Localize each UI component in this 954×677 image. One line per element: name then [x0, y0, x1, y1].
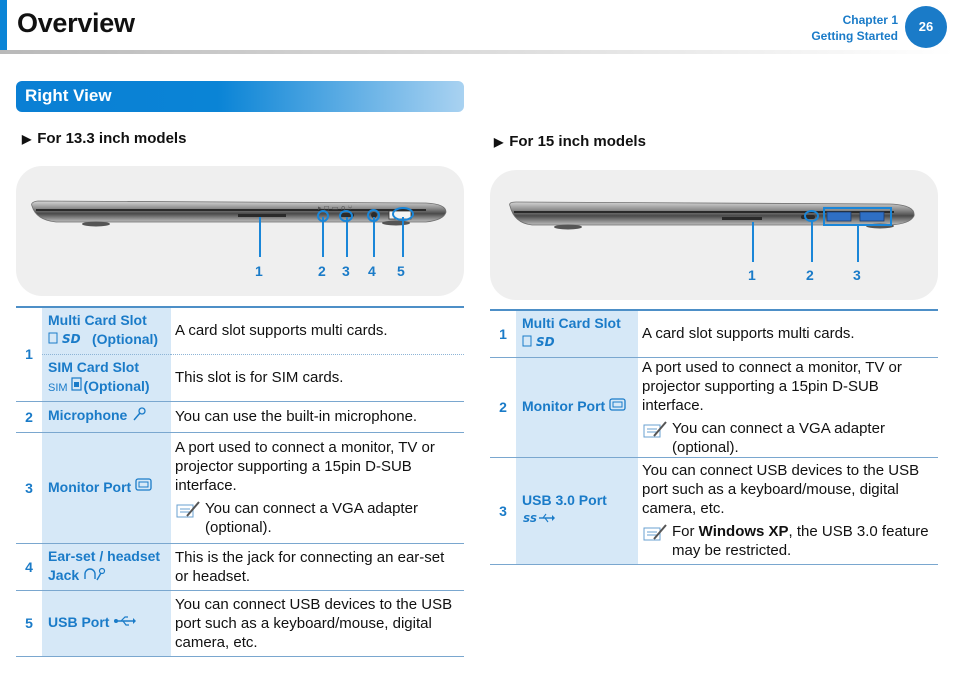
row-number: 1 [490, 311, 516, 357]
callout-label-2: 2 [318, 263, 326, 279]
header-accent-bar [0, 0, 7, 50]
row-number: 2 [490, 357, 516, 457]
note: You can connect a VGA adapter (optional). [642, 419, 934, 457]
page-title: Overview [17, 8, 135, 38]
callout-ring-2 [317, 210, 329, 222]
row-name: Ear-set / headset Jack [42, 543, 171, 590]
callout-line-3 [346, 217, 348, 257]
row-description: You can connect USB devices to the USB port such as a keyboard/mouse, digital camera, etc. [175, 595, 453, 651]
callout-label-3: 3 [342, 263, 350, 279]
callout-label-4: 4 [368, 263, 376, 279]
header-divider [0, 50, 954, 54]
callout-label-5: 5 [397, 263, 405, 279]
row-name: SIM Card Slot SIM (Optional) [42, 354, 171, 401]
row-number: 3 [16, 432, 42, 543]
callout-line-2 [811, 222, 813, 262]
table-row [16, 543, 464, 590]
callout-label-3: 3 [853, 267, 861, 283]
monitor-port-icon [609, 398, 627, 417]
note: For Windows XP, the USB 3.0 feature may be restricted. [642, 522, 934, 560]
table-row [16, 432, 464, 543]
sd-card-icon [48, 331, 92, 350]
left-spec-table [16, 308, 464, 657]
row-number: 5 [16, 590, 42, 656]
table-row [490, 357, 938, 457]
triangle-bullet-icon: ▶ [494, 135, 504, 149]
note-pencil-icon [642, 419, 672, 446]
headset-icon [83, 567, 107, 586]
row-description: This is the jack for connecting an ear-set or headset. [175, 548, 445, 585]
sim-card-icon [71, 377, 83, 396]
row-description: A port used to connect a monitor, TV or projector supporting a 15pin D-SUB interface. You can connect a VGA adapter (optional). [638, 357, 938, 457]
note-pencil-icon [175, 499, 205, 526]
callout-ring-2 [804, 210, 819, 222]
row-number: 3 [490, 457, 516, 564]
right-spec-table [490, 311, 938, 565]
right-subtitle: ▶ For 15 inch models [494, 133, 646, 150]
row-description: You can use the built-in microphone. [175, 408, 418, 425]
row-name: Monitor Port [516, 357, 638, 457]
callout-line-1 [752, 222, 754, 262]
note-pencil-icon [642, 522, 672, 549]
usb-icon [113, 614, 137, 633]
usb3-icon [522, 511, 556, 530]
row-number: 1 [16, 308, 42, 401]
note: You can connect a VGA adapter (optional). [175, 499, 460, 537]
row-number: 4 [16, 543, 42, 590]
row-description: This slot is for SIM cards. [175, 369, 344, 386]
triangle-bullet-icon: ▶ [22, 132, 32, 146]
table-row [490, 311, 938, 357]
callout-line-5 [402, 217, 404, 257]
row-description: A port used to connect a monitor, TV or projector supporting a 15pin D-SUB interface. You can connect a VGA adapter (optional). [171, 432, 464, 543]
svg-text:SD: SD [536, 335, 555, 349]
chapter-name: Getting Started [811, 29, 898, 43]
callout-ring-4 [367, 209, 380, 222]
chapter-number: Chapter 1 [842, 13, 898, 27]
section-banner [16, 81, 464, 112]
sd-card-icon [522, 334, 566, 353]
callout-box-3 [823, 207, 892, 226]
svg-text:SD: SD [62, 332, 81, 346]
table-row [490, 457, 938, 564]
section-title: Right View [25, 86, 112, 105]
callout-line-1 [259, 217, 261, 257]
row-name: USB 3.0 Port SS [516, 457, 638, 564]
row-name: USB Port [42, 590, 171, 656]
table-row [16, 590, 464, 656]
callout-ring-5 [392, 207, 414, 221]
page-number-badge: 26 [905, 6, 947, 48]
row-name: Monitor Port [42, 432, 171, 543]
callout-ring-3 [339, 210, 353, 222]
callout-line-3 [857, 226, 859, 262]
row-number: 2 [16, 401, 42, 432]
row-name: Multi Card Slot SD [516, 311, 638, 357]
callout-line-4 [373, 217, 375, 257]
svg-text:▸ ◻ ▭ ∩ ⑂: ▸ ◻ ▭ ∩ ⑂ [318, 204, 353, 212]
row-description: You can connect USB devices to the USB port such as a keyboard/mouse, digital camera, etc. For Windows XP, the USB 3.0 feature may be restricted. [638, 457, 938, 564]
microphone-icon [131, 406, 147, 427]
callout-line-2 [322, 217, 324, 257]
row-name: Microphone [42, 401, 171, 432]
table-row [16, 354, 464, 401]
row-name: Multi Card Slot SD (Optional) [42, 308, 171, 354]
laptop-15-side-view [490, 170, 938, 300]
row-description: A card slot supports multi cards. [175, 322, 388, 340]
callout-label-1: 1 [255, 263, 263, 279]
svg-text:SS: SS [523, 513, 538, 525]
chapter-label [811, 12, 898, 44]
callout-label-1: 1 [748, 267, 756, 283]
table-row [16, 401, 464, 432]
left-subtitle: ▶ For 13.3 inch models [22, 130, 187, 147]
row-description: A card slot supports multi cards. [642, 325, 855, 343]
table-row [16, 308, 464, 354]
laptop-15-illustration [490, 170, 938, 300]
callout-label-2: 2 [806, 267, 814, 283]
monitor-port-icon [135, 478, 153, 497]
